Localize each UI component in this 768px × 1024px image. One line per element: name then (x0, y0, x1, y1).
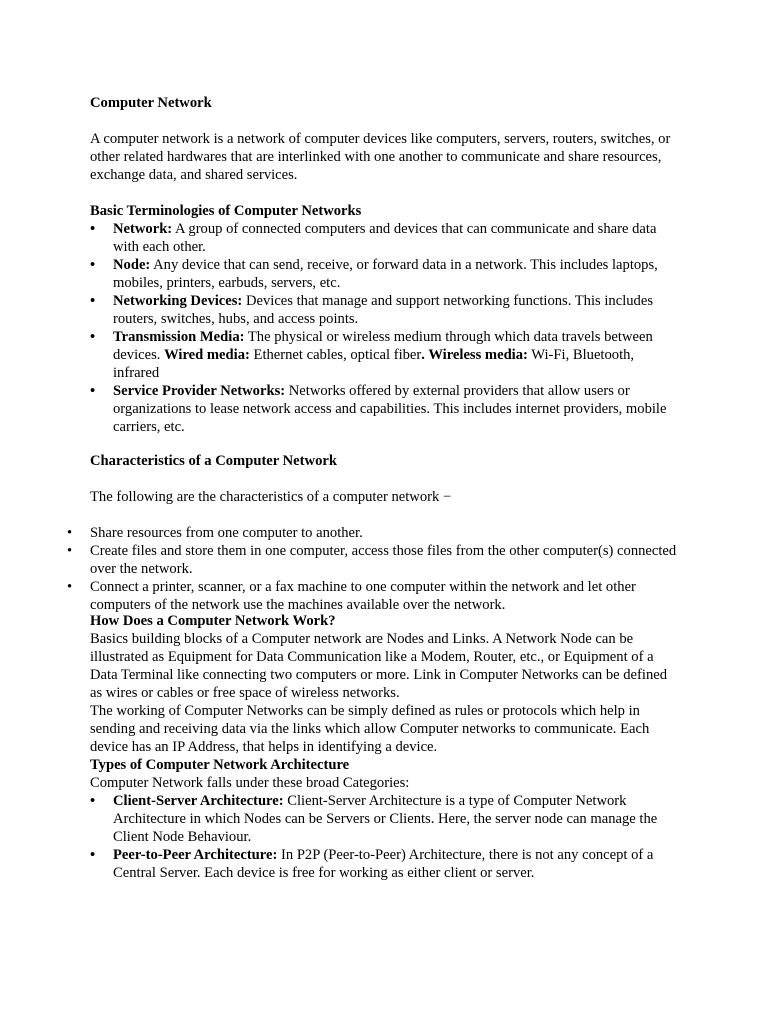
list-item: • Share resources from one computer to another. (90, 524, 680, 542)
term-label: Networking Devices: (113, 293, 243, 309)
term-label: Wired media: (164, 347, 250, 363)
term-label: Client-Server Architecture: (113, 793, 284, 809)
term-label: . Wireless media: (421, 347, 528, 363)
term-description: Ethernet cables, optical fiber (249, 347, 422, 363)
architecture-heading: Types of Computer Network Architecture (90, 757, 350, 773)
list-item: • Connect a printer, scanner, or a fax machine to one computer within the network and let other computers of the network use the machines available over the network. (90, 578, 680, 614)
terminologies-list (90, 220, 680, 436)
list-item (90, 846, 680, 882)
term-label: Service Provider Networks: (113, 383, 286, 399)
term-description: In P2P (Peer-to-Peer) Architecture, there is not any concept of a Central Server. Each device is free for working as either client or server. (113, 847, 654, 881)
architecture-intro: Computer Network falls under these broad Categories: (90, 775, 410, 791)
characteristics-intro: The following are the characteristics of a computer network − (90, 489, 452, 505)
list-item (90, 256, 680, 292)
characteristics-heading: Characteristics of a Computer Network (90, 453, 337, 469)
list-item (90, 220, 680, 256)
list-item (90, 382, 680, 436)
term-description: Any device that can send, receive, or forward data in a network. This includes laptops, mobiles, printers, earbuds, servers, etc. (113, 257, 658, 291)
characteristics-list (90, 524, 680, 614)
term-description: Wi-Fi, Bluetooth, infrared (113, 347, 635, 381)
document-title: Computer Network (90, 95, 212, 111)
how-it-works-heading: How Does a Computer Network Work? (90, 613, 336, 629)
how-it-works-paragraph-1: Basics building blocks of a Computer network are Nodes and Links. A Network Node can be illustrated as Equipment for Data Communication like a Modem, Router, etc., or Equipment of a Data Terminal like connecting two computers or more. Link in Computer Networks can be defined as wires or cables or free space of wireless networks. (90, 631, 668, 701)
term-description: The physical or wireless medium through which data travels between devices. (113, 329, 653, 363)
architecture-list (90, 792, 680, 882)
term-description: A group of connected computers and devices that can communicate and share data with each other. (113, 221, 657, 255)
term-label: Transmission Media: (113, 329, 245, 345)
term-label: Node: (113, 257, 151, 273)
terminologies-heading: Basic Terminologies of Computer Networks (90, 203, 362, 219)
term-description: Networks offered by external providers that allow users or organizations to lease network access and capabilities. This includes internet providers, mobile carriers, etc. (113, 383, 667, 435)
intro-paragraph: A computer network is a network of computer devices like computers, servers, routers, switches, or other related hardwares that are interlinked with one another to communicate and share resources, exchange data, and shared services. (90, 131, 671, 183)
how-it-works-paragraph-2: The working of Computer Networks can be simply defined as rules or protocols which help in sending and receiving data via the links which allow Computer networks to communicate. Each device has an IP Address, that helps in identifying a device. (90, 703, 650, 755)
term-description: Client-Server Architecture is a type of Computer Network Architecture in which Nodes can be Servers or Clients. Here, the server node can manage the Client Node Behaviour. (113, 793, 658, 845)
term-description: Devices that manage and support networking functions. This includes routers, switches, hubs, and access points. (113, 293, 653, 327)
term-label: Network: (113, 221, 173, 237)
list-item (90, 792, 680, 846)
list-item (90, 328, 680, 382)
term-label: Peer-to-Peer Architecture: (113, 847, 278, 863)
list-item: • Create files and store them in one computer, access those files from the other computer(s) connected over the network. (90, 542, 680, 578)
list-item (90, 292, 680, 328)
